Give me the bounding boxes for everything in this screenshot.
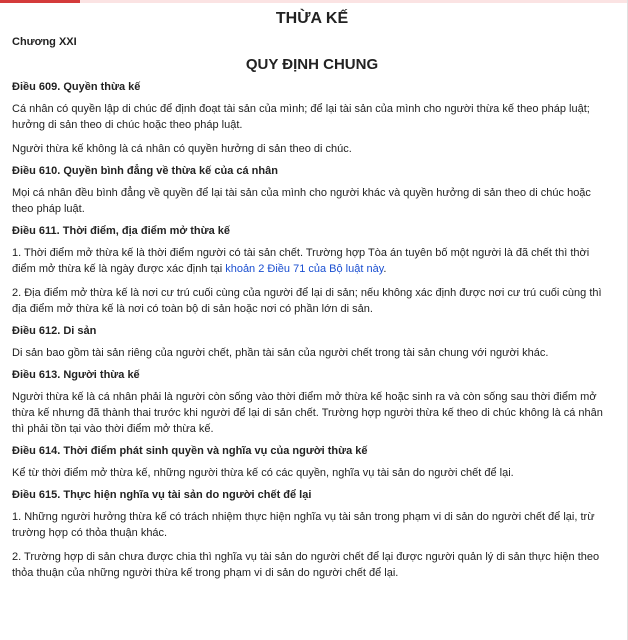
top-accent-highlight <box>0 0 80 3</box>
article-heading: Điều 615. Thực hiện nghĩa vụ tài sản do người chết để lại <box>12 489 312 501</box>
article-paragraph <box>12 245 612 277</box>
article-paragraph: Kể từ thời điểm mở thừa kế, những người thừa kế có các quyền, nghĩa vụ tài sản do người chết để lại. <box>12 467 514 479</box>
law-reference-link[interactable]: khoản 2 Điều 71 của Bộ luật này <box>225 263 384 275</box>
article-paragraph: 2. Trường hợp di sản chưa được chia thì nghĩa vụ tài sản do người chết để lại được người quản lý di sản thực hiện theo thỏa thuận của những người thừa kế trong phạm vi di sản do người chết để lại. <box>12 551 600 579</box>
page-title: THỪA KẾ <box>275 10 349 27</box>
article-610 <box>12 165 612 217</box>
article-heading: Điều 611. Thời điểm, địa điểm mở thừa kế <box>12 225 231 237</box>
article-heading: Điều 610. Quyền bình đẳng về thừa kế của cá nhân <box>12 165 278 177</box>
article-paragraph: 1. Những người hưởng thừa kế có trách nhiệm thực hiện nghĩa vụ tài sản trong phạm vi di sản do người chết để lại, trừ trường hợp có thỏa thuận khác. <box>12 511 595 539</box>
article-paragraph: 2. Địa điểm mở thừa kế là nơi cư trú cuối cùng của người để lại di sản; nếu không xác định được nơi cư trú cuối cùng thì địa điểm mở thừa kế là nơi có toàn bộ di sản hoặc nơi có phần lớn di sản. <box>12 287 602 315</box>
paragraph-text: 1. Thời điểm mở thừa kế là thời điểm người có tài sản chết. Trường hợp Tòa án tuyên bố một người là đã chết thì thời điểm mở thừa kế là ngày được xác định tại <box>12 247 590 275</box>
article-612 <box>12 325 612 361</box>
article-paragraph: Di sản bao gồm tài sản riêng của người chết, phần tài sản của người chết trong tài sản chung với người khác. <box>12 347 549 359</box>
article-heading: Điều 609. Quyền thừa kế <box>12 81 141 93</box>
top-accent-bar <box>0 0 628 3</box>
article-611 <box>12 225 612 317</box>
chapter-label: Chương XXI <box>12 36 77 48</box>
article-paragraph: Cá nhân có quyền lập di chúc để định đoạt tài sản của mình; để lại tài sản của mình cho người thừa kế theo pháp luật; hưởng di sản theo di chúc hoặc theo pháp luật. <box>12 103 590 131</box>
article-615 <box>12 489 612 581</box>
article-609 <box>12 81 612 157</box>
section-title: QUY ĐỊNH CHUNG <box>245 56 379 73</box>
article-613 <box>12 369 612 437</box>
article-614 <box>12 445 612 481</box>
document-body <box>12 8 612 589</box>
article-paragraph: Người thừa kế là cá nhân phải là người còn sống vào thời điểm mở thừa kế hoặc sinh ra và còn sống sau thời điểm mở thừa kế nhưng đã thành thai trước khi người để lại di sản chết. Trường hợp người thừa kế theo di chúc không là cá nhân thì phải tồn tại vào thời điểm mở thừa kế. <box>12 391 603 435</box>
article-heading: Điều 613. Người thừa kế <box>12 369 140 381</box>
article-heading: Điều 614. Thời điểm phát sinh quyền và nghĩa vụ của người thừa kế <box>12 445 368 457</box>
article-heading: Điều 612. Di sản <box>12 325 97 337</box>
article-paragraph: Mọi cá nhân đều bình đẳng về quyền để lại tài sản của mình cho người khác và quyền hưởng di sản theo di chúc hoặc theo pháp luật. <box>12 187 591 215</box>
paragraph-text-end: . <box>383 263 387 275</box>
article-paragraph: Người thừa kế không là cá nhân có quyền hưởng di sản theo di chúc. <box>12 143 352 155</box>
